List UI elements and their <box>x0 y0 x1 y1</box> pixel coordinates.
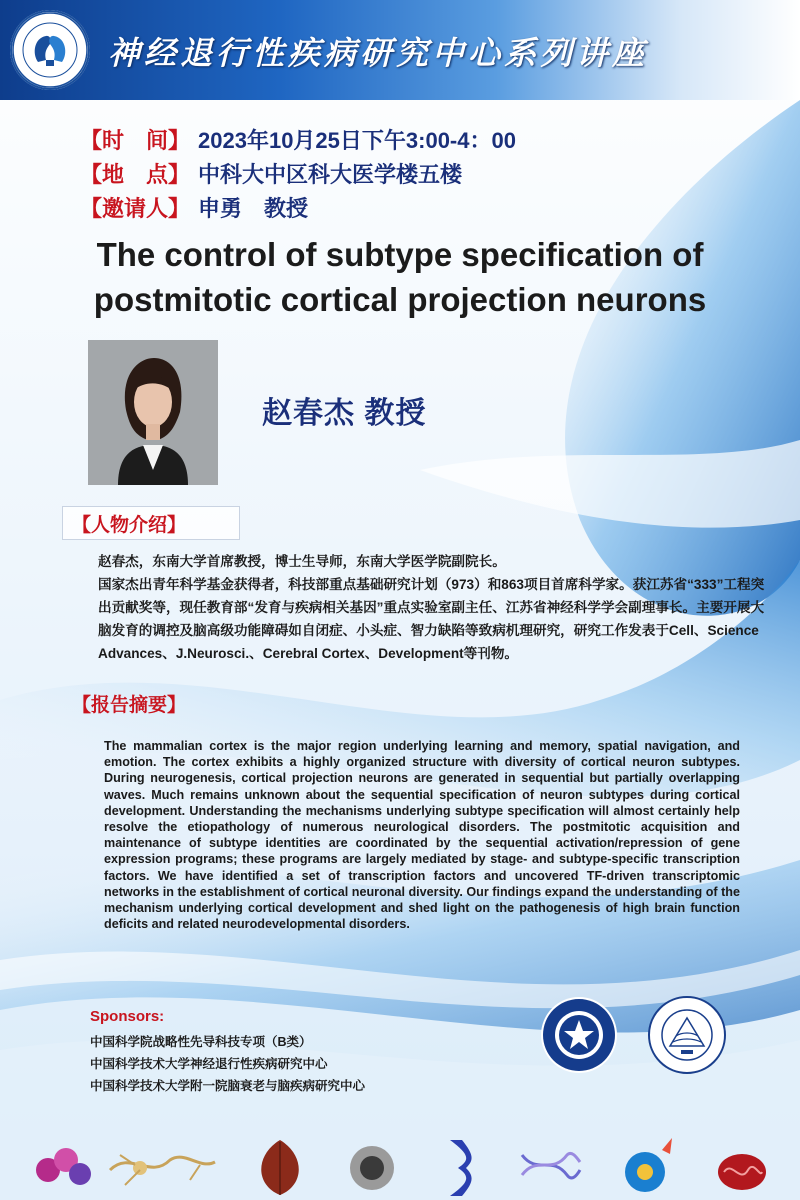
host-label: 【邀请人】 <box>80 196 191 221</box>
speaker-name: 赵春杰 教授 <box>262 397 427 430</box>
abstract-label: 【报告摘要】 <box>72 695 187 716</box>
time-label: 【时 间】 <box>80 128 191 153</box>
place-row <box>80 158 462 189</box>
talk-title-line2: postmitotic cortical projection neurons <box>93 281 707 318</box>
protein-icon <box>36 1148 91 1185</box>
ustc-logo <box>648 996 726 1074</box>
sponsor-2: 中国科学技术大学神经退行性疾病研究中心 <box>90 1057 328 1071</box>
host-value: 申勇 教授 <box>198 196 309 221</box>
organelle-icon <box>350 1146 394 1190</box>
series-title: 神经退行性疾病研究中心系列讲座 <box>108 34 649 72</box>
neuron-icon <box>110 1155 215 1185</box>
bio-line1: 赵春杰，东南大学首席教授，博士生导师，东南大学医学院副院长。 <box>98 554 506 569</box>
talk-title <box>60 232 740 322</box>
bottom-icon-strip <box>0 1130 800 1200</box>
time-row <box>80 124 516 155</box>
ustc-logo-graphic <box>648 996 726 1074</box>
place-label: 【地 点】 <box>80 162 191 187</box>
chromosome-icon <box>450 1140 472 1196</box>
sponsor-3: 中国科学技术大学附一院脑衰老与脑疾病研究中心 <box>90 1079 366 1093</box>
center-logo-graphic <box>10 10 90 90</box>
dna-icon <box>522 1153 580 1178</box>
header-bar <box>0 0 800 100</box>
leaf-icon <box>261 1140 299 1195</box>
cas-logo-graphic <box>540 996 618 1074</box>
cas-logo <box>540 996 618 1074</box>
speaker-photo <box>88 340 218 485</box>
host-row <box>80 192 308 223</box>
sponsor-1: 中国科学院战略性先导科技专项（B类） <box>90 1035 312 1049</box>
place-value: 中科大中区科大医学楼五楼 <box>198 162 463 187</box>
abstract-text: The mammalian cortex is the major region underlying learning and memory, spatial navigation, and emotion. The cortex exhibits a highly organized structure with diversity of cortical neuron subtypes. During neurogenesis, cortical projection neurons are generated in sequential but partially overlapping waves. Much remains unknown about the sequential specification of neuron subtypes during cortical development. Understanding the mechanisms underlying subtype specification will almost certainly help resolve the etiopathology of numerous neurological disorders. The postmitotic acquisition and maintenance of subtype identities are coordinated by the sequential activation/repression of gene expression programs; these programs are largely mediated by stage- and subtype-specific transcription factors. We have identified a set of transcription factors and uncovered TF-driven transcriptomic networks in the establishment of cortical neuronal diversity. Our findings expand the understanding of the mechanism underlying cortical development and shed light on the pathogenesis of high brain function deficits and related neurodevelopmental disorders. <box>104 739 740 932</box>
bio-line2: 国家杰出青年科学基金获得者，科技部重点基础研究计划（973）和863项目首席科学家。获江苏省“333”工程突出贡献奖等，现任教育部“发育与疾病相关基因”重点实验室副主任、江苏省神经科学学会副理事长。主要开展大脑发育的调控及脑高级功能障碍如自闭症、小头症、智力缺陷等致病机理研究，研究工作发表于Cell、Science Advances、J.Neurosci.、Cerebral Cortex、Development等刊物。 <box>98 577 765 661</box>
time-value: 2023年10月25日下午3:00-4：00 <box>198 128 516 153</box>
sponsors-title: Sponsors: <box>90 1008 165 1025</box>
mitochondria-icon <box>718 1154 766 1190</box>
bio-label: 【人物介绍】 <box>72 515 187 536</box>
talk-title-line1: The control of subtype specification of <box>96 236 704 273</box>
bio-text <box>98 550 768 665</box>
cell-icon <box>625 1138 672 1192</box>
speaker-portrait <box>88 340 218 485</box>
center-logo <box>10 10 90 90</box>
